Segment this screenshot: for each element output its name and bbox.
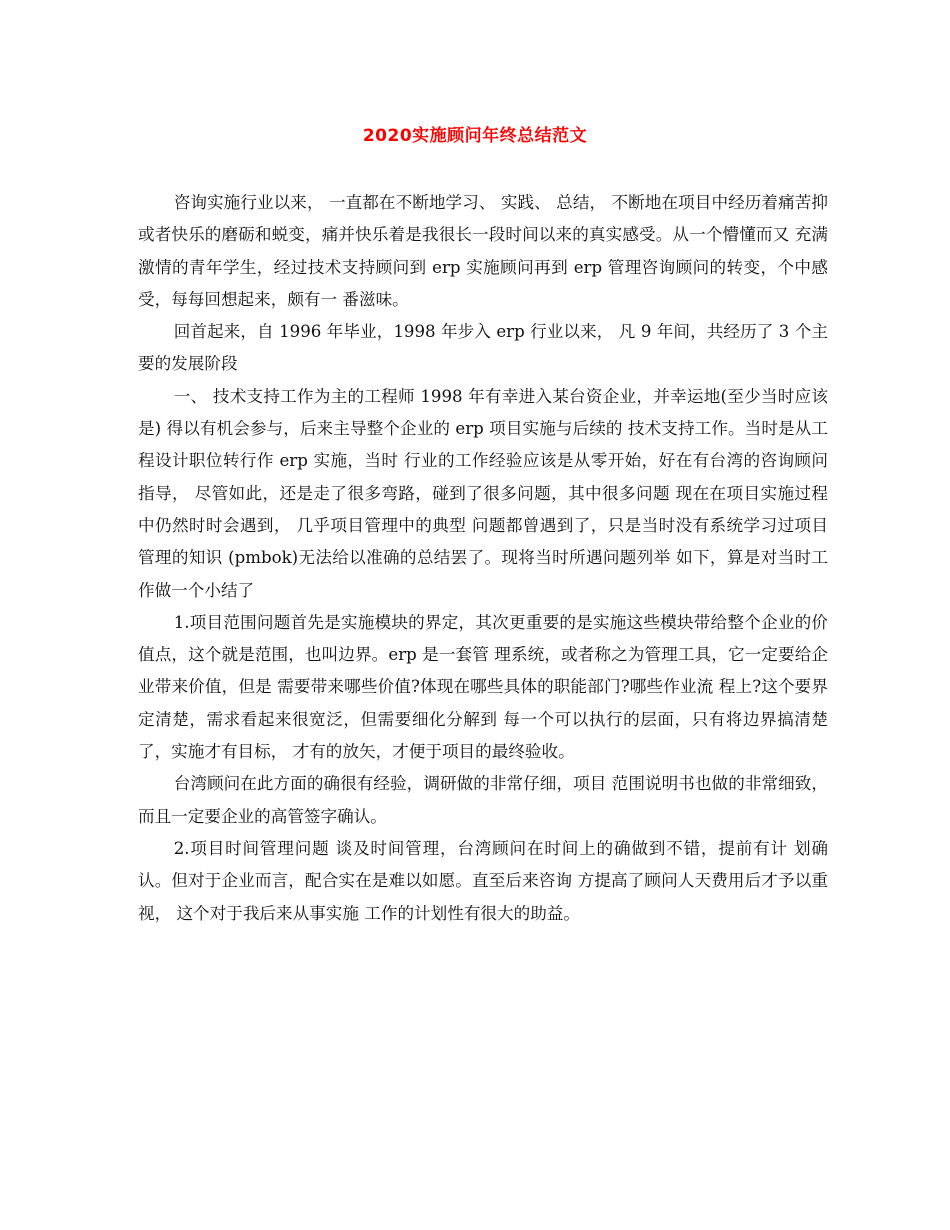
paragraph-scope-issue: 1.项目范围问题首先是实施模块的界定，其次更重要的是实施这些模块带给整个企业的价值点，这个就是范围，也叫边界。erp 是一套管 理系统，或者称之为管理工具，它一定要给企业带来价值，但是 需要带来哪些价值?体现在哪些具体的职能部门?哪些作业流 程上?这个要界定清楚，需求看起来很宽泛，但需要细化分解到 每一个可以执行的层面，只有将边界搞清楚了，实施才有目标， 才有的放矢，才便于项目的最终验收。 (138, 612, 828, 762)
document-title: 2020实施顾问年终总结范文 (362, 126, 588, 146)
paragraph-taiwan-consultant: 台湾顾问在此方面的确很有经验，调研做的非常仔细，项目 范围说明书也做的非常细致，而且一定要企业的高管签字确认。 (138, 774, 828, 826)
paragraph-intro: 咨询实施行业以来， 一直都在不断地学习、 实践、 总结， 不断地在项目中经历着痛苦抑或者快乐的磨砺和蜕变，痛并快乐着是我很长一段时间以来的真实感受。从一个懵懂而又 充满激情的青年学生，经过技术支持顾问到 erp 实施顾问再到 erp 管理咨询顾问的转变，个中感受，每每回想起来，颇有一 番滋味。 (138, 193, 828, 309)
paragraph-stage-one: 一、 技术支持工作为主的工程师 1998 年有幸进入某台资企业，并幸运地(至少当时应该是) 得以有机会参与，后来主导整个企业的 erp 项目实施与后续的 技术支持工作。当时是从工程设计职位转行作 erp 实施，当时 行业的工作经验应该是从零开始，好在有台湾的咨询顾问指导， 尽管如此，还是走了很多弯路，碰到了很多问题，其中很多问题 现在在项目实施过程中仍然时时会遇到， 几乎项目管理中的典型 问题都曾遇到了，只是当时没有系统学习过项目管理的知识 (pmbok)无法给以准确的总结罢了。现将当时所遇问题列举 如下，算是对当时工作做一个小结了 (138, 386, 828, 600)
paragraph-time-management: 2.项目时间管理问题 谈及时间管理，台湾顾问在时间上的确做到不错，提前有计 划确认。但对于企业而言，配合实在是难以如愿。直至后来咨询 方提高了顾问人天费用后才予以重视， 这个对于我后来从事实施 工作的计划性有很大的助益。 (138, 838, 828, 923)
paragraph-career-stages: 回首起来，自 1996 年毕业，1998 年步入 erp 行业以来， 凡 9 年间，共经历了 3 个主要的发展阶段 (138, 322, 828, 374)
document-body (138, 187, 828, 930)
